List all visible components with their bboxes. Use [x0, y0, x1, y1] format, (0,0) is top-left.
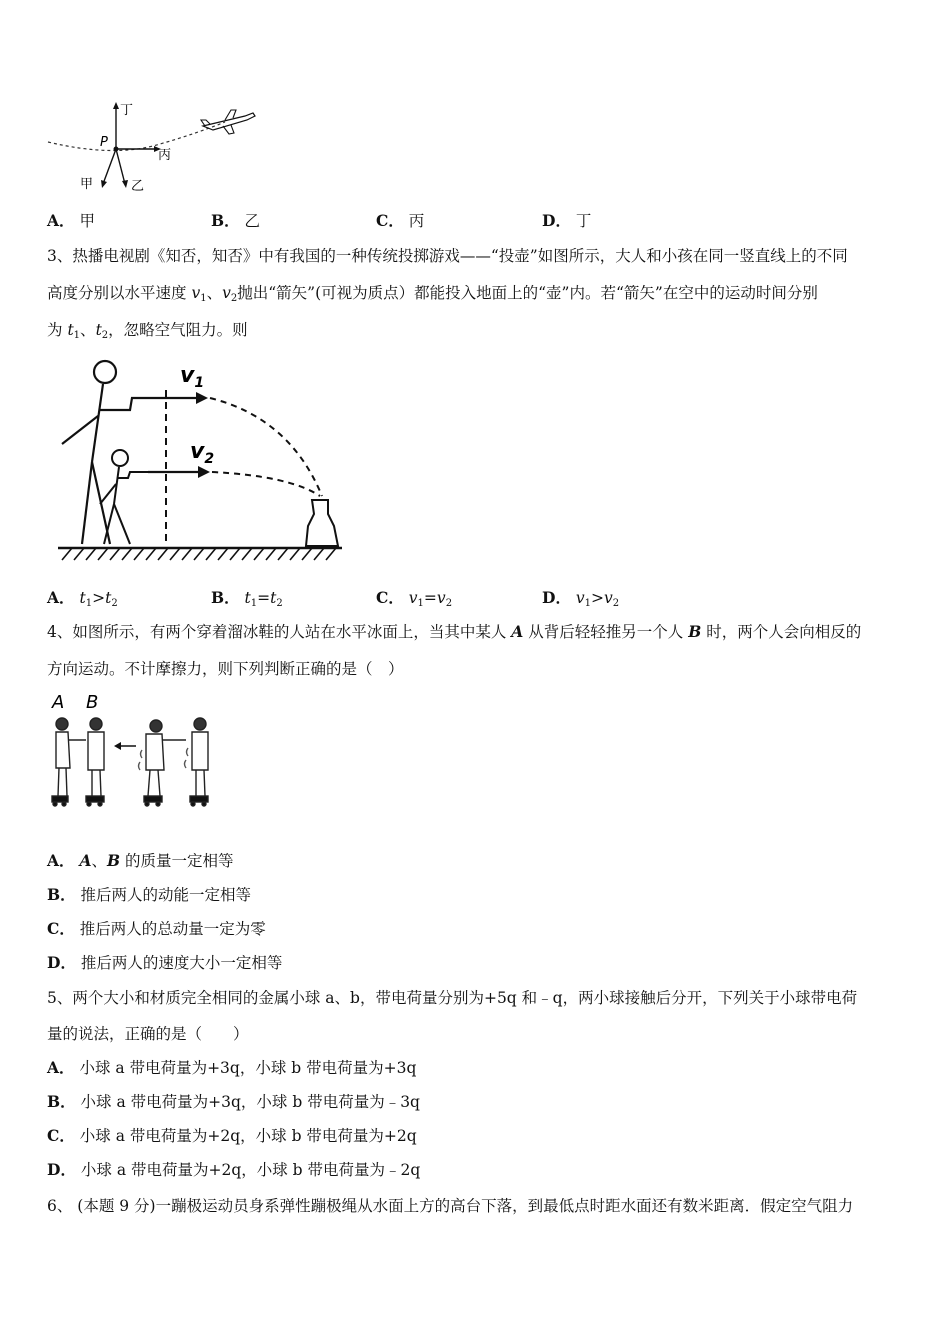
q3-option-d: D． $v_1>v_2$: [542, 588, 620, 609]
q3-stem-line1: 3、热播电视剧《知否，知否》中有我国的一种传统投掷游戏——“投壶”如图所示，大人和小孩在同一竖直线上的不同: [47, 247, 848, 265]
q3-option-a: A． $t_1>t_2$: [47, 588, 118, 609]
q4-option-b: B． 推后两人的动能一定相等: [47, 885, 252, 904]
arrow-jia: [103, 149, 116, 184]
q5-option-d: D． 小球 a 带电荷量为+2q，小球 b 带电荷量为﹣2q: [47, 1160, 421, 1179]
label-yi: 乙: [131, 179, 145, 194]
label-v1: $v_1$: [180, 363, 205, 391]
ground-hatch: [62, 548, 336, 560]
q2-option-b: B． 乙: [211, 211, 261, 230]
q3-option-c: C． $v_1=v_2$: [376, 588, 453, 609]
q5-option-a: A． 小球 a 带电荷量为+3q，小球 b 带电荷量为+3q: [47, 1058, 417, 1077]
pot-icon: [306, 500, 338, 546]
q4-option-d: D． 推后两人的速度大小一定相等: [47, 953, 283, 972]
q2-option-c: C． 丙: [376, 211, 425, 230]
q6-stem-line1: 6、 (本题 9 分)一蹦极运动员身系弹性蹦极绳从水面上方的高台下落，到最低点时距水面还有数米距离．假定空气阻力: [47, 1197, 854, 1215]
q2-option-a: A． 甲: [47, 211, 95, 230]
skater-b-after: [185, 718, 209, 806]
label-ding: 丁: [120, 103, 134, 118]
v1-trajectory: [210, 398, 322, 496]
q3-stem-line2: 高度分别以水平速度 $v_1$、$v_2$抛出“箭矢”(可视为质点）都能投入地面上的“壶”内。若“箭矢”在空中的运动时间分别: [47, 284, 818, 304]
label-v2: $v_2$: [190, 439, 215, 467]
skater-a-before: [52, 718, 86, 806]
skater-a-after: [139, 720, 187, 806]
label-bing: 丙: [158, 148, 172, 163]
q5-stem-line2: 量的说法，正确的是（ ）: [47, 1025, 249, 1043]
q2-figure: [45, 98, 260, 198]
point-p: [114, 147, 119, 152]
adult-figure: [62, 361, 152, 544]
q4-stem-line2: 方向运动。不计摩擦力，则下列判断正确的是（ ）: [47, 660, 404, 678]
label-jia: 甲: [80, 177, 94, 192]
q4-figure: [46, 690, 218, 814]
q5-stem-line1: 5、两个大小和材质完全相同的金属小球 a、b，带电荷量分别为+5q 和﹣q，两小球接触后分开，下列关于小球带电荷: [47, 989, 858, 1007]
label-b: B: [86, 692, 99, 713]
q4-option-c: C． 推后两人的总动量一定为零: [47, 919, 266, 938]
skater-b-before: [86, 718, 104, 806]
q5-option-c: C． 小球 a 带电荷量为+2q，小球 b 带电荷量为+2q: [47, 1126, 417, 1145]
airplane-icon: [201, 110, 255, 134]
q5-option-b: B． 小球 a 带电荷量为+3q，小球 b 带电荷量为﹣3q: [47, 1092, 420, 1111]
child-figure: [100, 450, 148, 544]
q4-option-a: A． A、B 的质量一定相等: [47, 851, 234, 870]
q2-option-d: D． 丁: [542, 211, 592, 230]
q3-figure: [50, 354, 350, 570]
q3-option-b: B． $t_1=t_2$: [211, 588, 283, 609]
q3-stem-line3: 为 $t_1$、$t_2$，忽略空气阻力。则: [47, 321, 248, 341]
v2-trajectory: [212, 472, 320, 496]
trajectory-curve: [48, 122, 225, 151]
q4-stem-line1: 4、如图所示，有两个穿着溜冰鞋的人站在水平冰面上，当其中某人 A 从背后轻轻推另一个人 B 时，两个人会向相反的: [47, 622, 862, 641]
arrow-yi: [116, 149, 125, 184]
label-p: P: [100, 135, 108, 150]
label-a: A: [52, 692, 65, 713]
